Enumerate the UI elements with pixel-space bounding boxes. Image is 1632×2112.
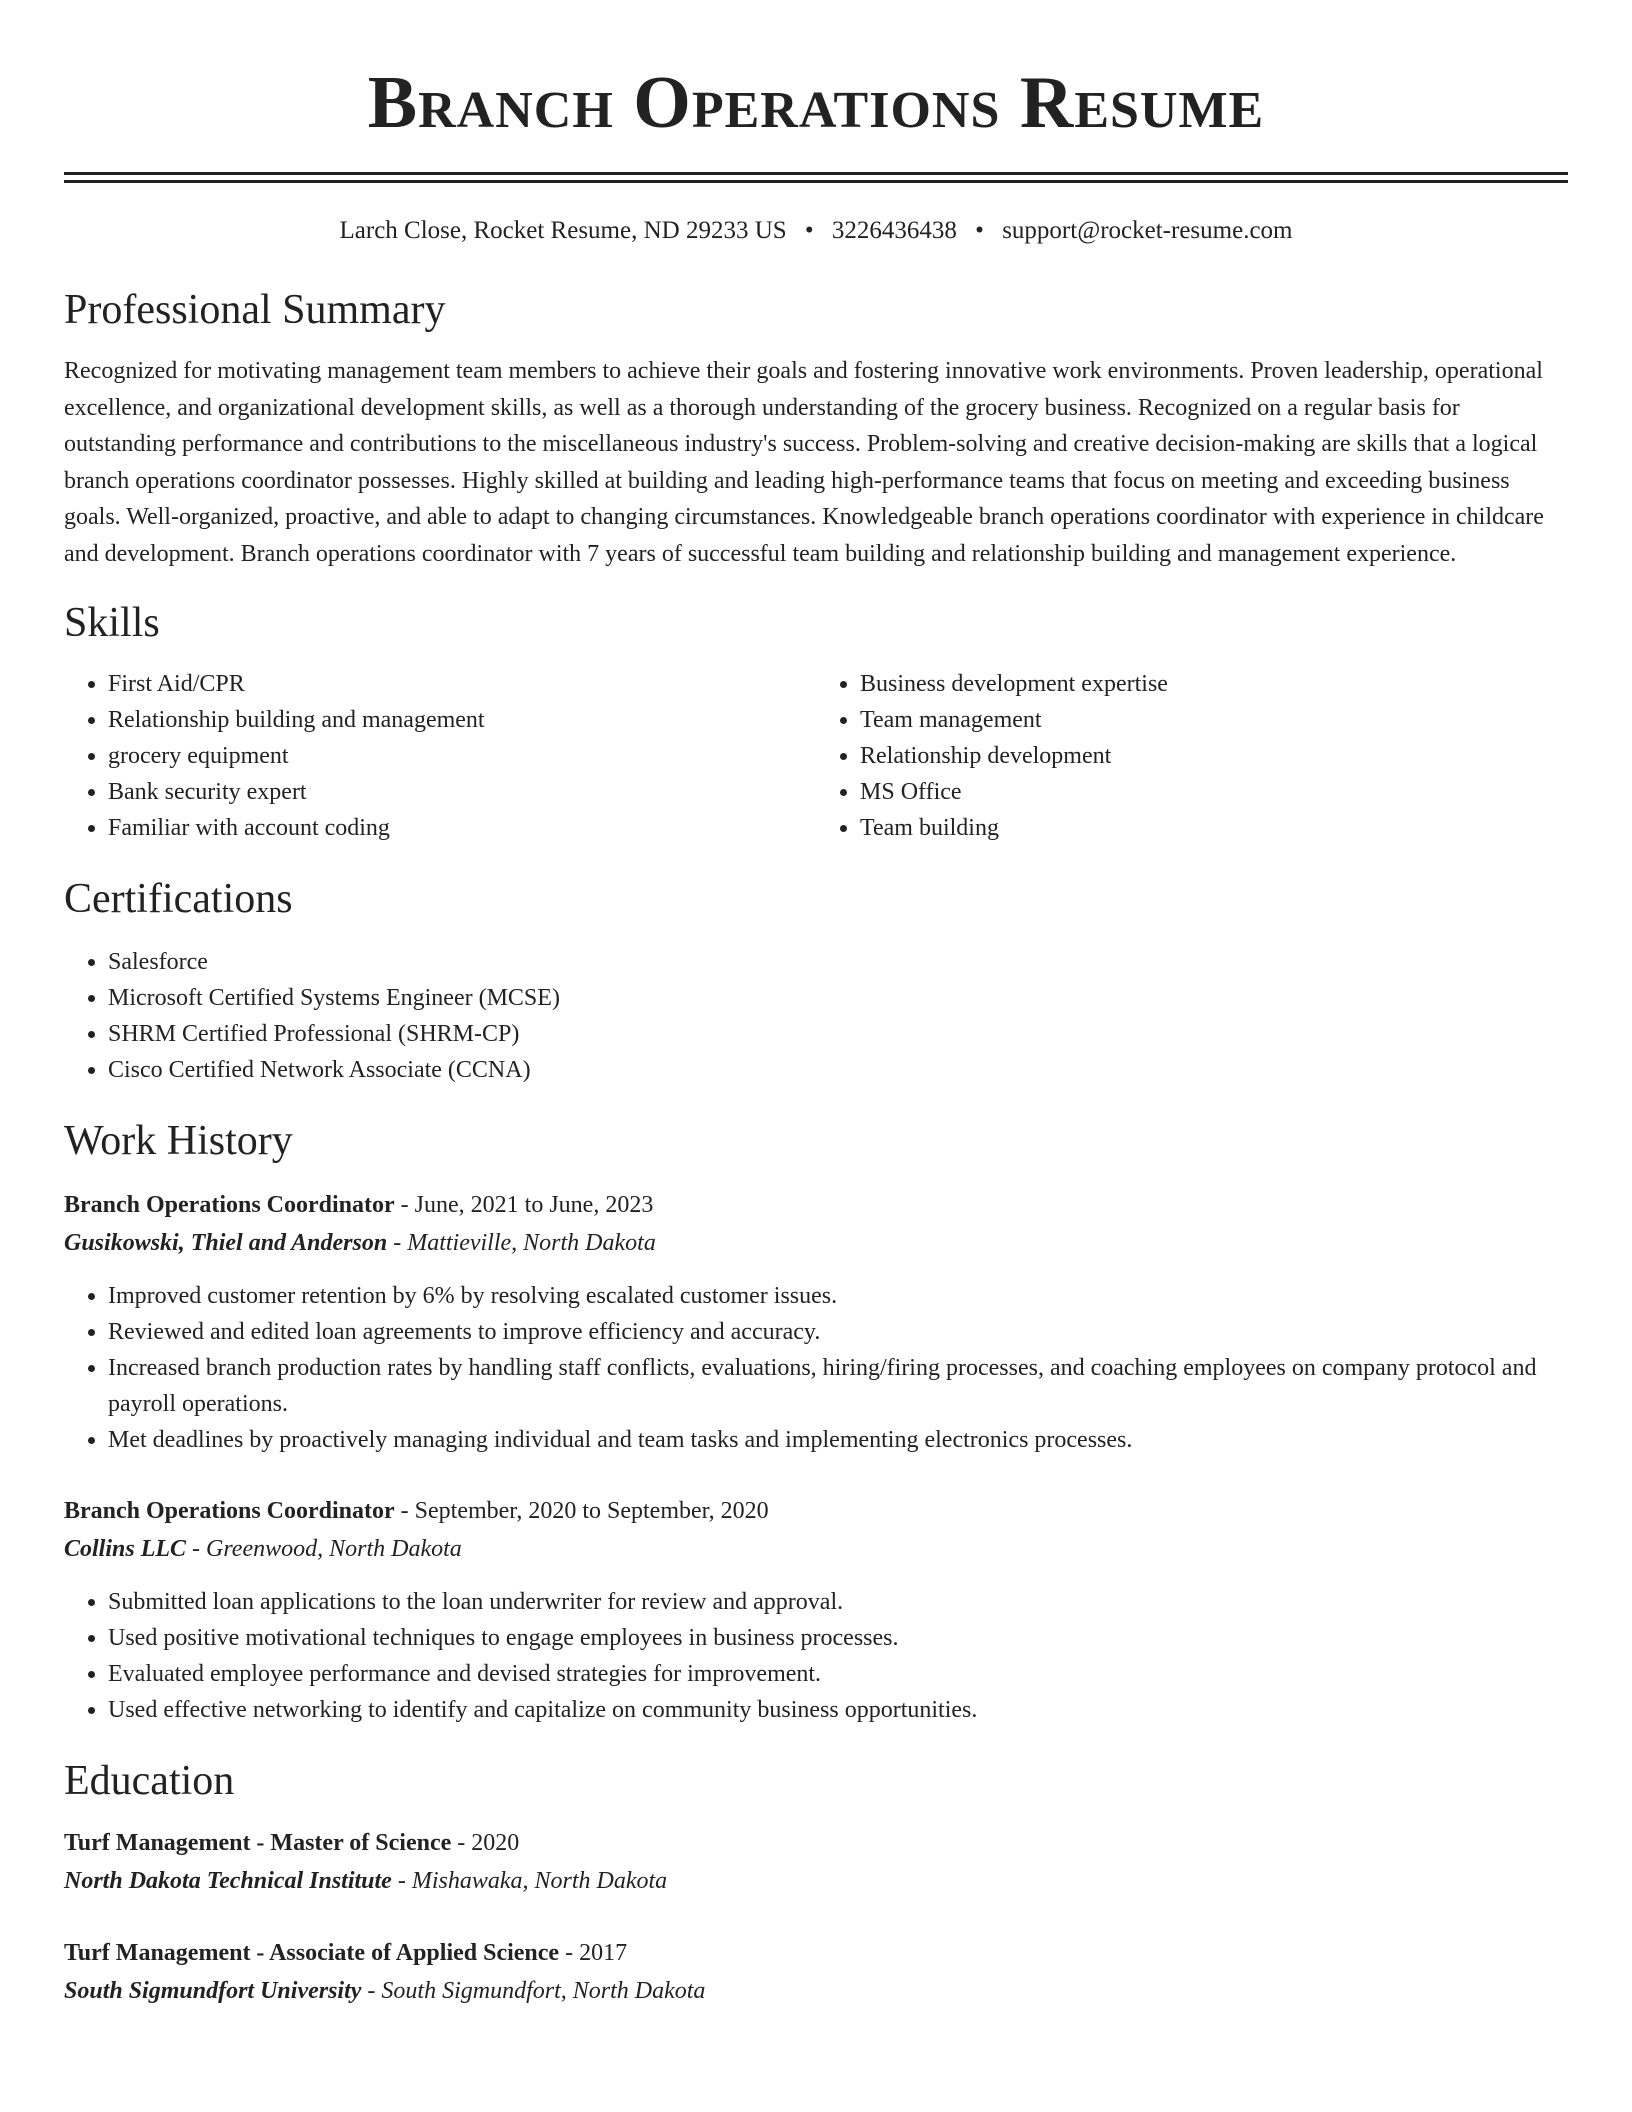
education-degree: Turf Management - Associate of Applied Science xyxy=(64,1940,560,1966)
certification-item: • Salesforce xyxy=(108,944,1568,980)
job-company-line xyxy=(64,1224,1568,1262)
education-degree-line xyxy=(64,1934,1568,1972)
skill-item: • Bank security expert xyxy=(108,774,816,810)
job-company: Collins LLC xyxy=(64,1536,187,1562)
certification-item: • Microsoft Certified Systems Engineer (MCSE) xyxy=(108,980,1568,1016)
job-bullet: • Submitted loan applications to the loan underwriter for review and approval. xyxy=(108,1584,1568,1620)
job-entry xyxy=(64,1492,1568,1728)
education-location: - South Sigmundfort, North Dakota xyxy=(361,1978,706,2004)
job-bullets xyxy=(64,1584,1568,1728)
certification-item: • Cisco Certified Network Associate (CCNA) xyxy=(108,1052,1568,1088)
education-year: - 2020 xyxy=(451,1830,520,1856)
skill-item: • Team management xyxy=(860,702,1568,738)
contact-email: support@rocket-resume.com xyxy=(1002,217,1293,244)
education-school: North Dakota Technical Institute xyxy=(64,1868,392,1894)
skills-list xyxy=(64,666,1568,846)
skill-item: • MS Office xyxy=(860,774,1568,810)
skill-item: • Familiar with account coding xyxy=(108,810,816,846)
job-company-line xyxy=(64,1530,1568,1568)
job-bullets xyxy=(64,1278,1568,1458)
skills-column-left xyxy=(64,666,816,846)
job-dates: - September, 2020 to September, 2020 xyxy=(394,1498,769,1524)
skill-item: • Team building xyxy=(860,810,1568,846)
work-history-heading: Work History xyxy=(64,1118,293,1164)
job-bullet: • Increased branch production rates by handling staff conflicts, evaluations, hiring/firing processes, and coaching employees on company protocol and payroll operations. xyxy=(108,1350,1568,1422)
summary-text: Recognized for motivating management team members to achieve their goals and fostering innovative work environments. Proven leadership, operational excellence, and organizational development skills, as well as a thorough understanding of the grocery business. Recognized on a regular basis for outstanding performance and contributions to the miscellaneous industry's success. Problem-solving and creative decision-making are skills that a logical branch operations coordinator possesses. Highly skilled at building and leading high-performance teams that focus on meeting and exceeding business goals. Well-organized, proactive, and able to adapt to changing circumstances. Knowledgeable branch operations coordinator with experience in childcare and development. Branch operations coordinator with 7 years of successful team building and relationship building and management experience. xyxy=(64,358,1544,567)
skill-item: • Relationship building and management xyxy=(108,702,816,738)
contact-separator: • xyxy=(804,217,814,244)
education-year: - 2017 xyxy=(559,1940,628,1966)
job-bullet: • Evaluated employee performance and devised strategies for improvement. xyxy=(108,1656,1568,1692)
skill-item: • Business development expertise xyxy=(860,666,1568,702)
contact-phone: 3226436438 xyxy=(831,217,957,244)
contact-line xyxy=(64,215,1568,247)
summary-heading: Professional Summary xyxy=(64,287,446,333)
certifications-heading: Certifications xyxy=(64,876,293,922)
job-title-line xyxy=(64,1186,1568,1224)
title-divider xyxy=(64,172,1568,183)
education-school-line xyxy=(64,1972,1568,2010)
job-bullet: • Used positive motivational techniques to engage employees in business processes. xyxy=(108,1620,1568,1656)
education-school: South Sigmundfort University xyxy=(64,1978,362,2004)
certifications-list xyxy=(64,944,1568,1088)
job-location: - Greenwood, North Dakota xyxy=(186,1536,462,1562)
skills-column-right xyxy=(816,666,1568,846)
skill-item: • First Aid/CPR xyxy=(108,666,816,702)
certification-item: • SHRM Certified Professional (SHRM-CP) xyxy=(108,1016,1568,1052)
job-location: - Mattieville, North Dakota xyxy=(387,1230,656,1256)
education-heading: Education xyxy=(64,1758,235,1804)
job-bullet: • Used effective networking to identify and capitalize on community business opportunities. xyxy=(108,1692,1568,1728)
contact-separator: • xyxy=(975,217,984,244)
job-entry xyxy=(64,1186,1568,1458)
job-bullet: • Met deadlines by proactively managing individual and team tasks and implementing electronics processes. xyxy=(108,1422,1568,1458)
job-company: Gusikowski, Thiel and Anderson xyxy=(64,1230,388,1256)
job-title: Branch Operations Coordinator xyxy=(64,1498,395,1524)
education-degree-line xyxy=(64,1824,1568,1862)
page-title: Branch Operations Resume xyxy=(367,62,1265,144)
job-bullet: • Improved customer retention by 6% by resolving escalated customer issues. xyxy=(108,1278,1568,1314)
education-entry xyxy=(64,1934,1568,2010)
skill-item: • grocery equipment xyxy=(108,738,816,774)
education-school-line xyxy=(64,1862,1568,1900)
job-title-line xyxy=(64,1492,1568,1530)
education-degree: Turf Management - Master of Science xyxy=(64,1830,452,1856)
job-dates: - June, 2021 to June, 2023 xyxy=(394,1192,654,1218)
skills-heading: Skills xyxy=(64,600,160,646)
education-entry xyxy=(64,1824,1568,1900)
job-title: Branch Operations Coordinator xyxy=(64,1192,395,1218)
education-location: - Mishawaka, North Dakota xyxy=(391,1868,668,1894)
skill-item: • Relationship development xyxy=(860,738,1568,774)
job-bullet: • Reviewed and edited loan agreements to improve efficiency and accuracy. xyxy=(108,1314,1568,1350)
contact-address: Larch Close, Rocket Resume, ND 29233 US xyxy=(339,217,787,244)
